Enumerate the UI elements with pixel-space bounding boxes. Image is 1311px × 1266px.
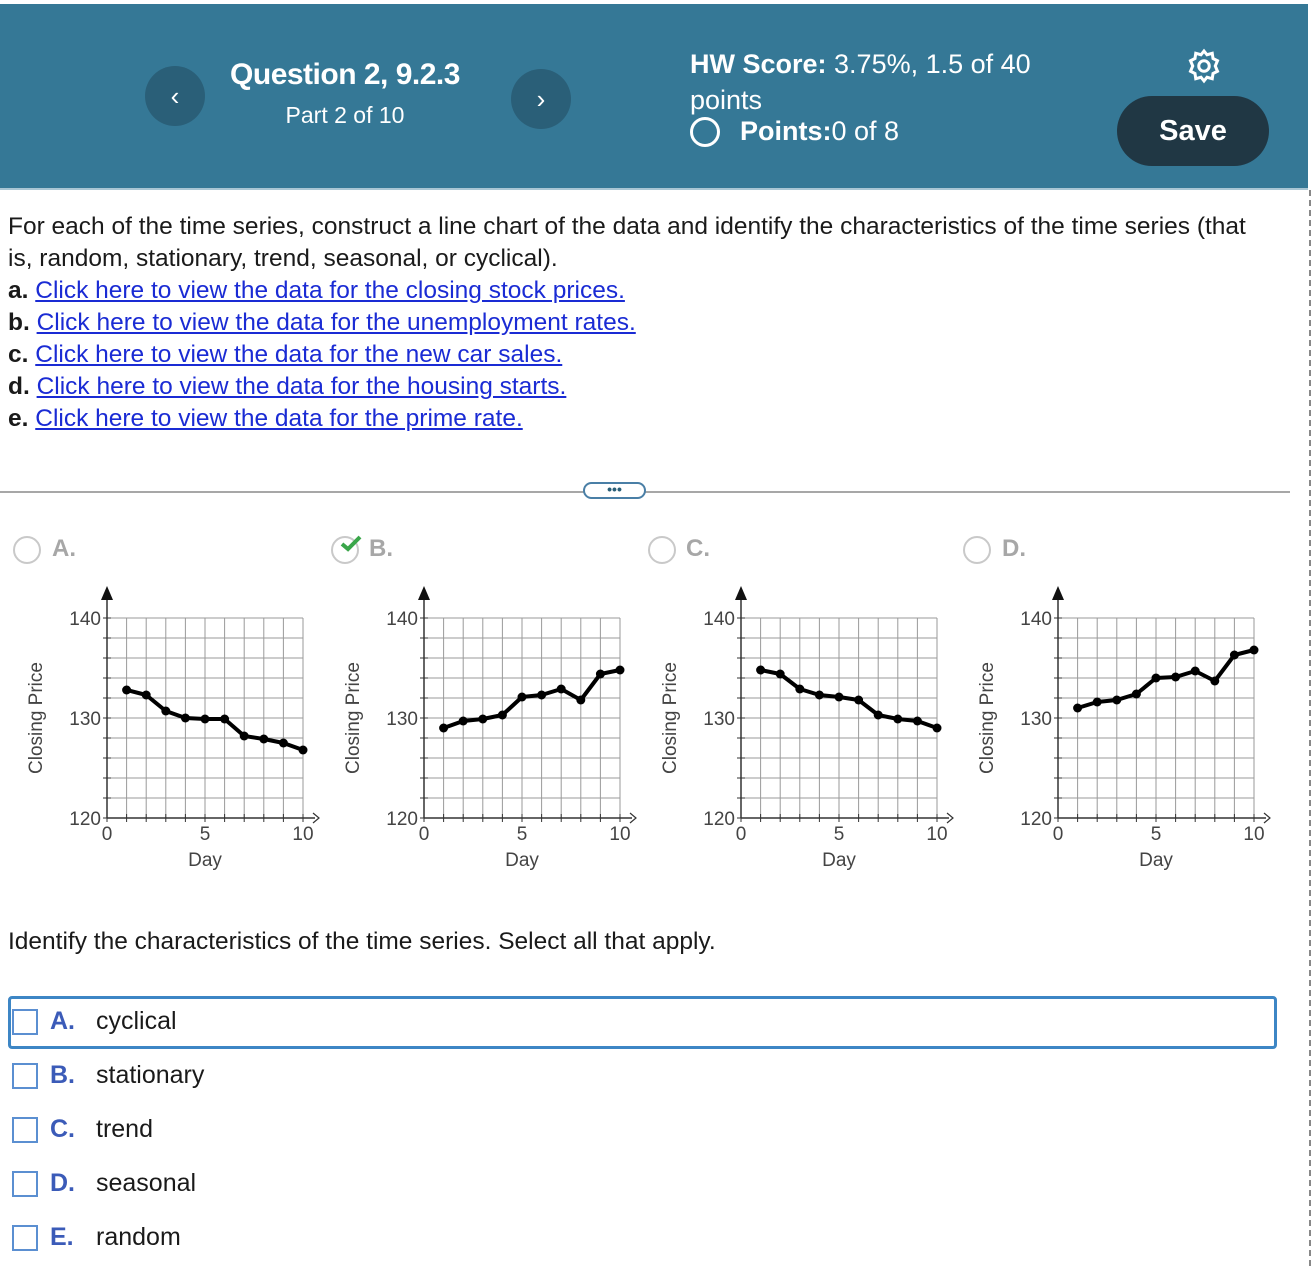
y-tick-label: 120 [69, 809, 101, 830]
y-axis-arrow-icon [1052, 586, 1064, 600]
series-line [761, 670, 937, 728]
option-letter: E. [50, 1223, 74, 1251]
x-tick-label: 5 [199, 824, 211, 845]
data-point [854, 696, 863, 705]
x-axis-label: Day [505, 850, 539, 871]
x-tick-label: 10 [609, 824, 631, 845]
chart-b [337, 575, 637, 885]
option-checkbox[interactable] [12, 1117, 38, 1143]
x-tick-label: 0 [418, 824, 430, 845]
y-tick-label: 130 [1020, 709, 1052, 730]
choice-d-label: D. [1002, 535, 1026, 562]
data-point [1112, 696, 1121, 705]
y-axis-label: Closing Price [343, 662, 364, 774]
series-line [1078, 650, 1254, 708]
data-point [518, 693, 527, 702]
y-tick-label: 120 [386, 809, 418, 830]
choice-c-label: C. [686, 535, 710, 562]
x-tick-label: 5 [833, 824, 845, 845]
data-point [459, 717, 468, 726]
data-point [795, 685, 804, 694]
prompt-text: Identify the characteristics of the time series. Select all that apply. [8, 928, 716, 955]
option-label: stationary [96, 1061, 205, 1089]
option-checkbox[interactable] [12, 1009, 38, 1035]
option-label: trend [96, 1115, 153, 1143]
data-point [498, 711, 507, 720]
y-tick-label: 140 [703, 609, 735, 630]
data-point [161, 707, 170, 716]
option-label: cyclical [96, 1007, 177, 1035]
x-tick-label: 10 [292, 824, 314, 845]
option-letter: A. [50, 1007, 75, 1035]
data-point [259, 735, 268, 744]
data-point [279, 739, 288, 748]
data-point [815, 691, 824, 700]
data-point [1093, 698, 1102, 707]
x-tick-label: 0 [1052, 824, 1064, 845]
data-point [478, 715, 487, 724]
data-point [1210, 677, 1219, 686]
series-line [444, 670, 620, 728]
checkmark-icon [340, 535, 362, 553]
points [690, 116, 899, 147]
choice-c-radio[interactable] [648, 536, 676, 564]
chart-d [971, 575, 1271, 885]
data-point [893, 715, 902, 724]
option-random[interactable] [12, 1223, 181, 1252]
data-point [756, 666, 765, 675]
y-axis-arrow-icon [418, 586, 430, 600]
hw-score [690, 46, 1090, 118]
data-point [1230, 651, 1239, 660]
previous-question-button[interactable]: ‹ [145, 66, 205, 126]
y-tick-label: 140 [1020, 609, 1052, 630]
instructions [8, 211, 1248, 435]
option-letter: D. [50, 1169, 75, 1197]
expand-button[interactable]: ••• [583, 482, 646, 499]
data-point [596, 670, 605, 679]
data-point [1250, 646, 1259, 655]
y-axis-label: Closing Price [660, 662, 681, 774]
data-point [576, 696, 585, 705]
link-prefix: c. [8, 341, 29, 368]
link-prefix: b. [8, 309, 30, 336]
x-axis-label: Day [822, 850, 856, 871]
data-point [299, 746, 308, 755]
hw-score-value: 3.75%, 1.5 of 40 points [690, 49, 1031, 115]
y-tick-label: 140 [386, 609, 418, 630]
option-focus-box [8, 996, 1277, 1049]
points-label: Points: [740, 116, 832, 146]
chart-a [20, 575, 320, 885]
prime-rate-link[interactable]: Click here to view the data for the prime rate. [35, 405, 523, 432]
data-point [874, 711, 883, 720]
data-point [142, 691, 151, 700]
y-axis-arrow-icon [735, 586, 747, 600]
data-point [240, 732, 249, 741]
data-point [537, 691, 546, 700]
y-tick-label: 130 [386, 709, 418, 730]
x-tick-label: 0 [735, 824, 747, 845]
data-point [1171, 673, 1180, 682]
x-tick-label: 10 [1243, 824, 1265, 845]
next-question-button[interactable]: › [511, 69, 571, 129]
data-point [1191, 667, 1200, 676]
link-prefix: e. [8, 405, 29, 432]
y-tick-label: 120 [1020, 809, 1052, 830]
data-point [220, 715, 229, 724]
y-tick-label: 120 [703, 809, 735, 830]
instructions-text: For each of the time series, construct a line chart of the data and identify the characteristics of the time series (that is, random, stationary, trend, seasonal, or cyclical). [8, 213, 1246, 272]
save-button[interactable]: Save [1117, 96, 1269, 166]
option-label: random [96, 1223, 181, 1251]
choice-b-label: B. [369, 535, 393, 562]
option-letter: B. [50, 1061, 75, 1089]
option-stationary[interactable] [12, 1061, 204, 1090]
choice-d-radio[interactable] [963, 536, 991, 564]
option-checkbox[interactable] [12, 1171, 38, 1197]
x-axis-label: Day [1139, 850, 1173, 871]
option-checkbox[interactable] [12, 1063, 38, 1089]
option-seasonal[interactable] [12, 1169, 196, 1198]
data-point [1073, 704, 1082, 713]
data-point [439, 724, 448, 733]
data-point [181, 714, 190, 723]
data-point [1152, 674, 1161, 683]
x-tick-label: 0 [101, 824, 113, 845]
points-status-icon [690, 117, 720, 147]
choice-a-label: A. [52, 535, 76, 562]
gear-icon[interactable] [1186, 48, 1222, 84]
chart-c [654, 575, 954, 885]
data-point [776, 670, 785, 679]
unemployment-rates-link[interactable]: Click here to view the data for the unemployment rates. [36, 309, 636, 336]
y-tick-label: 130 [703, 709, 735, 730]
y-axis-arrow-icon [101, 586, 113, 600]
option-letter: C. [50, 1115, 75, 1143]
x-axis-label: Day [188, 850, 222, 871]
y-tick-label: 130 [69, 709, 101, 730]
choice-a-radio[interactable] [13, 536, 41, 564]
question-title: Question 2, 9.2.3 [230, 58, 460, 91]
series-line [127, 690, 303, 750]
link-prefix: a. [8, 277, 29, 304]
y-tick-label: 140 [69, 609, 101, 630]
x-tick-label: 5 [1150, 824, 1162, 845]
header-bar [0, 4, 1308, 190]
data-point [122, 686, 131, 695]
data-point [557, 685, 566, 694]
data-point [1132, 690, 1141, 699]
points-value: 0 of 8 [831, 116, 900, 146]
data-point [913, 717, 922, 726]
option-trend[interactable] [12, 1115, 153, 1144]
option-checkbox[interactable] [12, 1225, 38, 1251]
housing-starts-link[interactable]: Click here to view the data for the housing starts. [36, 373, 567, 400]
option-cyclical[interactable] [12, 1007, 177, 1036]
y-axis-label: Closing Price [977, 662, 998, 774]
x-tick-label: 5 [516, 824, 528, 845]
y-axis-label: Closing Price [26, 662, 47, 774]
closing-stock-prices-link[interactable]: Click here to view the data for the closing stock prices. [35, 277, 625, 304]
hw-score-label: HW Score: [690, 49, 827, 79]
data-point [616, 666, 625, 675]
question-part: Part 2 of 10 [285, 102, 405, 128]
data-point [201, 715, 210, 724]
option-label: seasonal [96, 1169, 197, 1197]
data-point [933, 724, 942, 733]
x-tick-label: 10 [926, 824, 948, 845]
link-prefix: d. [8, 373, 30, 400]
data-point [835, 693, 844, 702]
new-car-sales-link[interactable]: Click here to view the data for the new car sales. [35, 341, 563, 368]
